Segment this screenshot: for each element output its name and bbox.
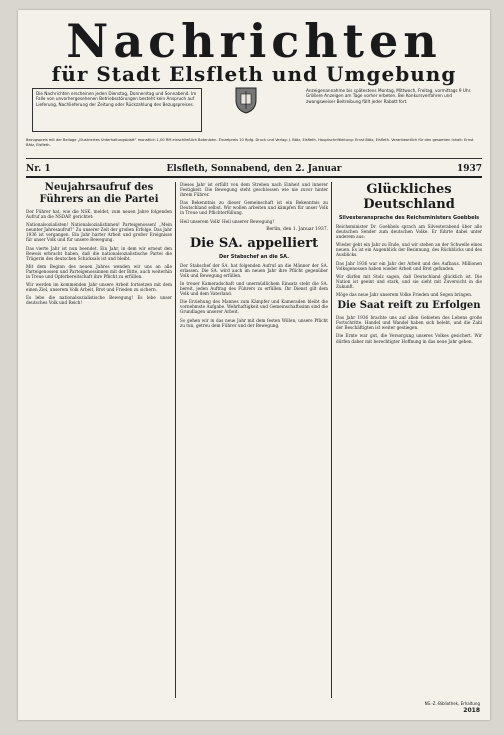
- article-paragraph: Wieder geht ein Jahr zu Ende, und wir stehen an der Schwelle eines neuen. Es ist ein Augenblick der Besinnung, des Rückblicks und des Ausblicks.: [336, 242, 482, 258]
- article-paragraph: Das Jahr 1936 war ein Jahr der Arbeit und des Aufbaus. Millionen Volksgenossen haben wieder Arbeit und Brot gefunden.: [336, 260, 482, 271]
- city-crest-icon: [234, 86, 258, 114]
- article-paragraph: Der Stabschef der SA. hat folgenden Aufruf an die Männer der SA. erlassen. Die SA. wird auch im neuen Jahr ihre Pflicht gegenüber Volk und Bewegung erfüllen.: [180, 262, 328, 278]
- subscription-info-box: Die Nachrichten erscheinen jeden Dienstag, Donnerstag und Sonnabend. Im Falle von unvorhergesehenen Betriebsstörungen besteht kein Anspruch auf Lieferung, Nachlieferung der Zeitung oder Rückzahlung des Bezugspreises.: [32, 88, 202, 132]
- newspaper-subtitle: für Stadt Elsfleth und Umgebung: [51, 62, 457, 86]
- column-left: [26, 182, 172, 698]
- article-paragraph: Nationalsozialisten! Nationalsozialistinnen! Parteigenossen! „Mein neunter Jahresaufruf!“ Zu unserer Zeit der großen Erfolge. Das Jahr 1936 ist vergangen. Ein Jahr harter Arbeit und großer Ereignisse für unser Volk und für unsere Bewegung.: [26, 222, 172, 243]
- column-middle: [180, 182, 328, 698]
- issue-number: Nr. 1: [26, 164, 51, 174]
- article-paragraph: In treuer Kameradschaft und unermüdlichem Einsatz steht die SA. bereit, jeden Auftrag des Führers zu erfüllen. Ihr Dienst gilt dem Volk und dem Vaterland.: [180, 280, 328, 297]
- publisher-info: Bezugspreis mit der Beilage „Illustriertes Unterhaltungsblatt“ monatlich 1,00 RM einschließlich Botenlohn. Einzelpreis 10 Rpfg. Druck und Verlag: J. Bätz, Elsfleth. Hauptschriftleitung: Ernst Bätz, Elsfleth. Verantwortlich für den gesamten Inhalt: Ernst Bätz, Elsfleth.: [26, 138, 482, 159]
- newspaper-title: Nachrichten: [66, 14, 442, 68]
- column-divider: [175, 182, 176, 698]
- article-paragraph: Das vierte Jahr ist nun beendet. Ein Jahr, in dem wir erneut den Beweis erbracht haben, daß die nationalsozialistische Partei die Trägerin des deutschen Schicksals ist und bleibt.: [26, 245, 172, 261]
- article-signature: Berlin, den 1. Januar 1937.: [266, 226, 328, 232]
- issue-year: 1937: [456, 164, 482, 174]
- article-paragraph: So gehen wir in das neue Jahr mit dem festen Willen, unsere Pflicht zu tun, getreu dem Führer und der Bewegung.: [180, 317, 328, 328]
- column-right: [336, 182, 482, 698]
- article-paragraph: Wir dürfen mit Stolz sagen, daß Deutschland glücklich ist. Die Nation ist geeint und stark, und sie sieht mit Zuversicht in die Zukunft.: [336, 273, 482, 289]
- article-paragraph: Der Führer hat, wie die NSK. meldet, zum neuen Jahre folgenden Aufruf an die NSDAP. gerichtet:: [26, 209, 172, 220]
- article-paragraph: Dieses Jahr ist erfüllt von dem Streben nach Einheit und innerer Festigkeit. Die Bewegung steht geschlossen wie nie zuvor hinter ihrem Führer.: [180, 182, 328, 198]
- issue-bar: [26, 162, 482, 178]
- headline-fuehrer-appeal: Neujahrsaufruf des Führers an die Partei: [39, 182, 159, 205]
- column-divider: [331, 182, 332, 698]
- article-paragraph: Es lebe die nationalsozialistische Bewegung! Es lebe unser deutsches Volk und Reich!: [26, 295, 172, 306]
- newspaper-page: [18, 10, 490, 720]
- article-paragraph: Heil unserem Volk! Heil unserer Bewegung!: [180, 218, 275, 224]
- headline-harvest: Die Saat reift zu Erfolgen: [337, 300, 481, 312]
- article-paragraph: Reichsminister Dr. Goebbels sprach am Silvesterabend über alle deutschen Sender zum deutschen Volke. Er führte dabei unter anderem aus:: [336, 224, 482, 240]
- article-paragraph: Die Erziehung des Mannes zum Kämpfer und Kameraden bleibt die vornehmste Aufgabe. Wehrhaftigkeit und Gemeinschaftssinn sind die Grundlagen unserer Arbeit.: [180, 299, 328, 315]
- article-paragraph: Das Bekenntnis zu dieser Gemeinschaft ist ein Bekenntnis zu Deutschland selbst. Wir wollen arbeiten und kämpfen für unser Volk in Treue und Pflichterfüllung.: [180, 200, 328, 216]
- page-number: 2018: [463, 707, 480, 714]
- headline-sa-appeal: Die SA. appelliert: [189, 235, 319, 251]
- article-paragraph: Möge das neue Jahr unserem Volke Frieden und Segen bringen.: [336, 292, 473, 298]
- subheadline-goebbels: Silvesteransprache des Reichsministers Goebbels: [338, 215, 480, 221]
- issue-date: Elsfleth, Sonnabend, den 2. Januar: [166, 164, 342, 174]
- article-paragraph: Die Ernte war gut, die Versorgung unseres Volkes gesichert. Wir dürfen daher mit berechtigter Hoffnung in das neue Jahr gehen.: [336, 333, 482, 344]
- article-paragraph: Das Jahr 1936 brachte uns auf allen Gebieten des Lebens große Fortschritte. Handel und Wandel haben sich belebt, und die Zahl der Beschäftigten ist weiter gestiegen.: [336, 315, 482, 331]
- archive-note: NS.-Z.-Bibliothek, Erhaltung: [424, 701, 480, 706]
- advertising-info: Anzeigenannahme bis spätestens Montag, Mittwoch, Freitag, vormittags 9 Uhr. Größere Anzeigen am Tage vorher erbeten. Bei Konkursverfahren und zwangsweiser Beitreibung fällt jeder Rabatt fort.: [306, 88, 472, 104]
- subheadline-sa: Der Stabschef an die SA.: [218, 253, 290, 260]
- article-paragraph: Mit dem Beginn des neuen Jahres wenden wir uns an alle Parteigenossen und Parteigenossinnen mit der Bitte, auch weiterhin in Treue und Opferbereitschaft ihre Pflicht zu erfüllen.: [26, 263, 172, 280]
- headline-happy-germany: Glückliches Deutschland: [363, 182, 455, 212]
- article-paragraph: Wir werden im kommenden Jahr unsere Arbeit fortsetzen mit dem einen Ziel, unserem Volk Arbeit, Brot und Frieden zu sichern.: [26, 282, 172, 293]
